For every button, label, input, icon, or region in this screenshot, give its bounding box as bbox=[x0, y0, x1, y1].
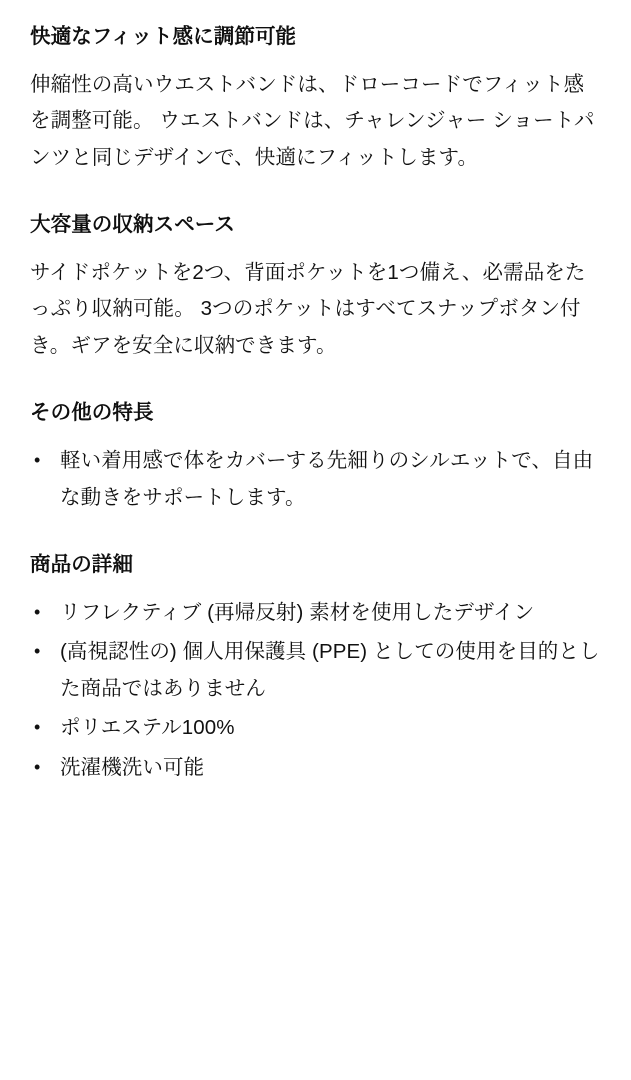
feature-bullet-list bbox=[30, 443, 601, 516]
list-item bbox=[30, 634, 601, 707]
section-product-details bbox=[30, 550, 601, 786]
section-paragraph: 伸縮性の高いウエストバンドは、ドローコードでフィット感を調整可能。 ウエストバンドは、チャレンジャー ショートパンツと同じデザインで、快適にフィットします。 bbox=[30, 72, 595, 169]
section-heading: 大容量の収納スペース bbox=[30, 213, 235, 237]
section-divider-space bbox=[30, 526, 601, 550]
bullet-icon: • bbox=[34, 450, 41, 471]
section-heading: 商品の詳細 bbox=[30, 553, 133, 577]
product-details-bullet-list bbox=[30, 595, 601, 786]
list-item bbox=[30, 595, 601, 631]
bullet-icon: • bbox=[34, 641, 41, 662]
section-divider-space bbox=[30, 186, 601, 210]
bullet-icon: • bbox=[34, 601, 41, 622]
list-item bbox=[30, 443, 601, 516]
list-item bbox=[30, 750, 601, 786]
section-fit-adjustable bbox=[30, 22, 601, 176]
list-item-text: (高視認性の) 個人用保護具 (PPE) としての使用を目的とした商品ではありません bbox=[60, 640, 600, 700]
list-item-text: ポリエステル100% bbox=[60, 716, 235, 740]
section-heading: その他の特長 bbox=[30, 401, 154, 425]
bullet-icon: • bbox=[34, 717, 41, 738]
list-item bbox=[30, 710, 601, 746]
bullet-icon: • bbox=[34, 756, 41, 777]
section-paragraph: サイドポケットを2つ、背面ポケットを1つ備え、必需品をたっぷり収納可能。 3つのポケットはすべてスナップボタン付き。ギアを安全に収納できます。 bbox=[30, 260, 586, 357]
section-storage-capacity bbox=[30, 210, 601, 364]
section-divider-space bbox=[30, 374, 601, 398]
section-heading: 快適なフィット感に調節可能 bbox=[30, 25, 297, 48]
list-item-text: リフレクティブ (再帰反射) 素材を使用したデザイン bbox=[60, 600, 535, 624]
section-other-features bbox=[30, 398, 601, 516]
list-item-text: 軽い着用感で体をカバーする先細りのシルエットで、自由な動きをサポートします。 bbox=[60, 449, 594, 509]
list-item-text: 洗濯機洗い可能 bbox=[60, 755, 205, 779]
